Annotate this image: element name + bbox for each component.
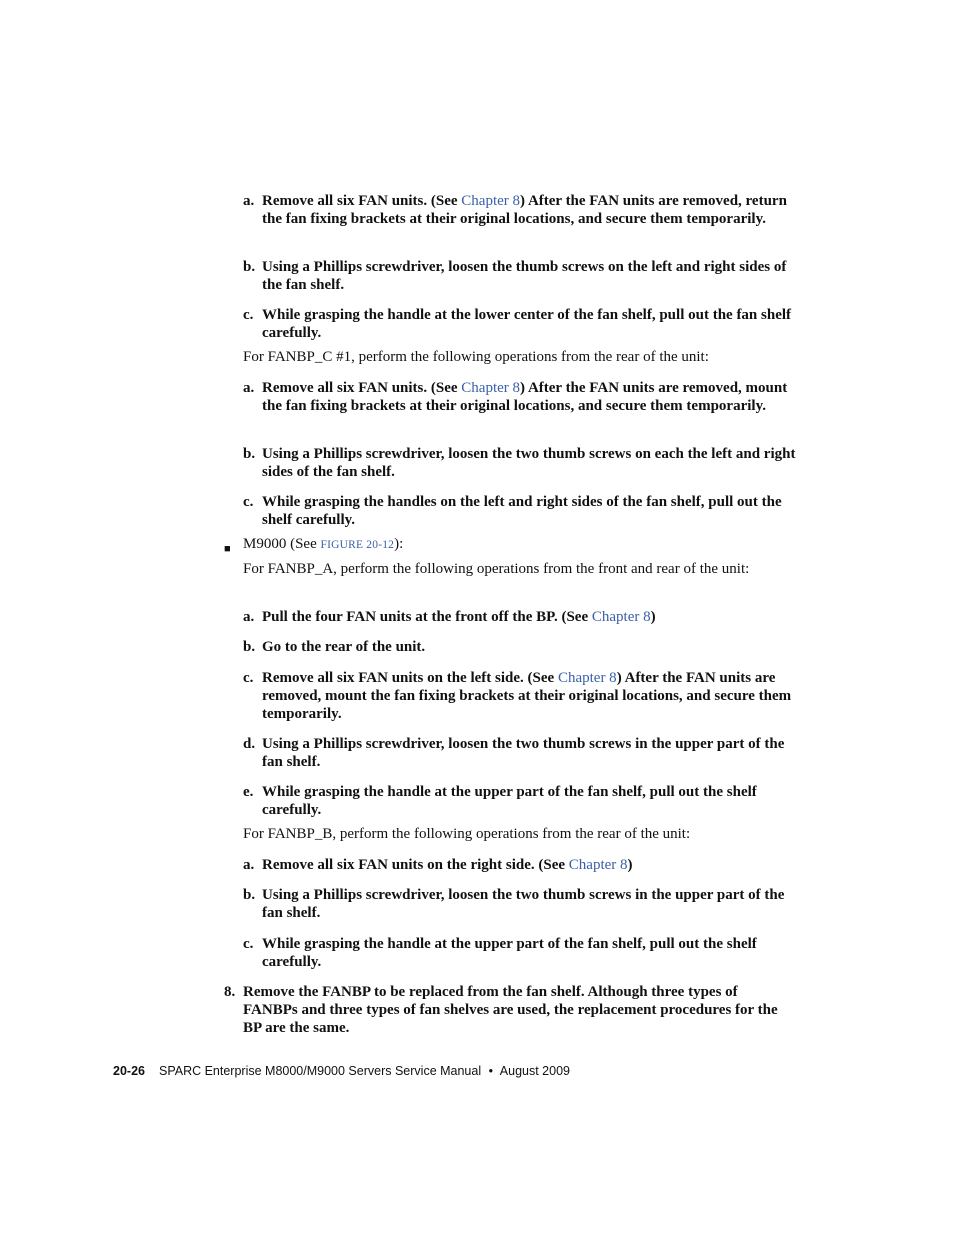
step-3e: e. While grasping the handle at the upper part of the fan shelf, pull out the shelf carefully.: [243, 784, 757, 818]
step-4b: b. Using a Phillips screwdriver, loosen the two thumb screws in the upper part of the fan shelf.: [243, 887, 785, 921]
step-1a: a. Remove all six FAN units. (See Chapter 8) After the FAN units are removed, return the fan fixing brackets at their original locations, and secure them temporarily.: [243, 193, 787, 227]
step-1b: b. Using a Phillips screwdriver, loosen the thumb screws on the left and right sides of the fan shelf.: [243, 259, 787, 293]
step-2b: b. Using a Phillips screwdriver, loosen the two thumb screws on each the left and right sides of the fan shelf.: [243, 446, 796, 480]
step-4a: a. Remove all six FAN units on the right side. (See Chapter 8): [243, 857, 633, 873]
footer-date: August 2009: [499, 1064, 570, 1078]
step-2c: c. While grasping the handles on the left and right sides of the fan shelf, pull out the shelf carefully.: [243, 494, 782, 528]
step-2a: a. Remove all six FAN units. (See Chapter 8) After the FAN units are removed, mount the fan fixing brackets at their original locations, and secure them temporarily.: [243, 380, 788, 414]
step-3d: d. Using a Phillips screwdriver, loosen the two thumb screws in the upper part of the fan shelf.: [243, 736, 785, 770]
fanbp-c-intro: For FANBP_C #1, perform the following operations from the rear of the unit:: [243, 349, 709, 365]
page-footer: [113, 1064, 570, 1078]
fanbp-a-intro: For FANBP_A, perform the following operations from the front and rear of the unit:: [243, 561, 750, 577]
step-1c: c. While grasping the handle at the lower center of the fan shelf, pull out the fan shelf carefully.: [243, 307, 792, 341]
chapter-8-link[interactable]: Chapter 8: [557, 670, 617, 686]
step-4c: c. While grasping the handle at the upper part of the fan shelf, pull out the shelf carefully.: [243, 936, 757, 970]
figure-20-12-link[interactable]: FIGURE 20-12: [320, 539, 395, 551]
fanbp-b-intro: For FANBP_B, perform the following operations from the rear of the unit:: [243, 826, 691, 842]
bullet-icon: ■: [224, 543, 231, 555]
footer-separator: •: [488, 1064, 493, 1078]
manual-title: SPARC Enterprise M8000/M9000 Servers Service Manual: [158, 1064, 482, 1078]
m9000-heading: M9000 (See FIGURE 20-12):: [243, 536, 404, 552]
step-3a: a. Pull the four FAN units at the front off the BP. (See Chapter 8): [243, 609, 656, 625]
page-number: 20-26: [113, 1064, 145, 1078]
step-3b: b. Go to the rear of the unit.: [243, 639, 426, 655]
step-3c: c. Remove all six FAN units on the left side. (See Chapter 8) After the FAN units are removed, mount the fan fixing brackets at their original locations, and secure them temporarily.: [243, 670, 792, 722]
step-8: 8. Remove the FANBP to be replaced from the fan shelf. Although three types of FANBPs and three types of fan shelves are used, the replacement procedures for the BP are the same.: [224, 984, 778, 1036]
chapter-8-link[interactable]: Chapter 8: [461, 193, 521, 209]
chapter-8-link[interactable]: Chapter 8: [591, 609, 651, 625]
chapter-8-link[interactable]: Chapter 8: [461, 380, 521, 396]
chapter-8-link[interactable]: Chapter 8: [568, 857, 628, 873]
